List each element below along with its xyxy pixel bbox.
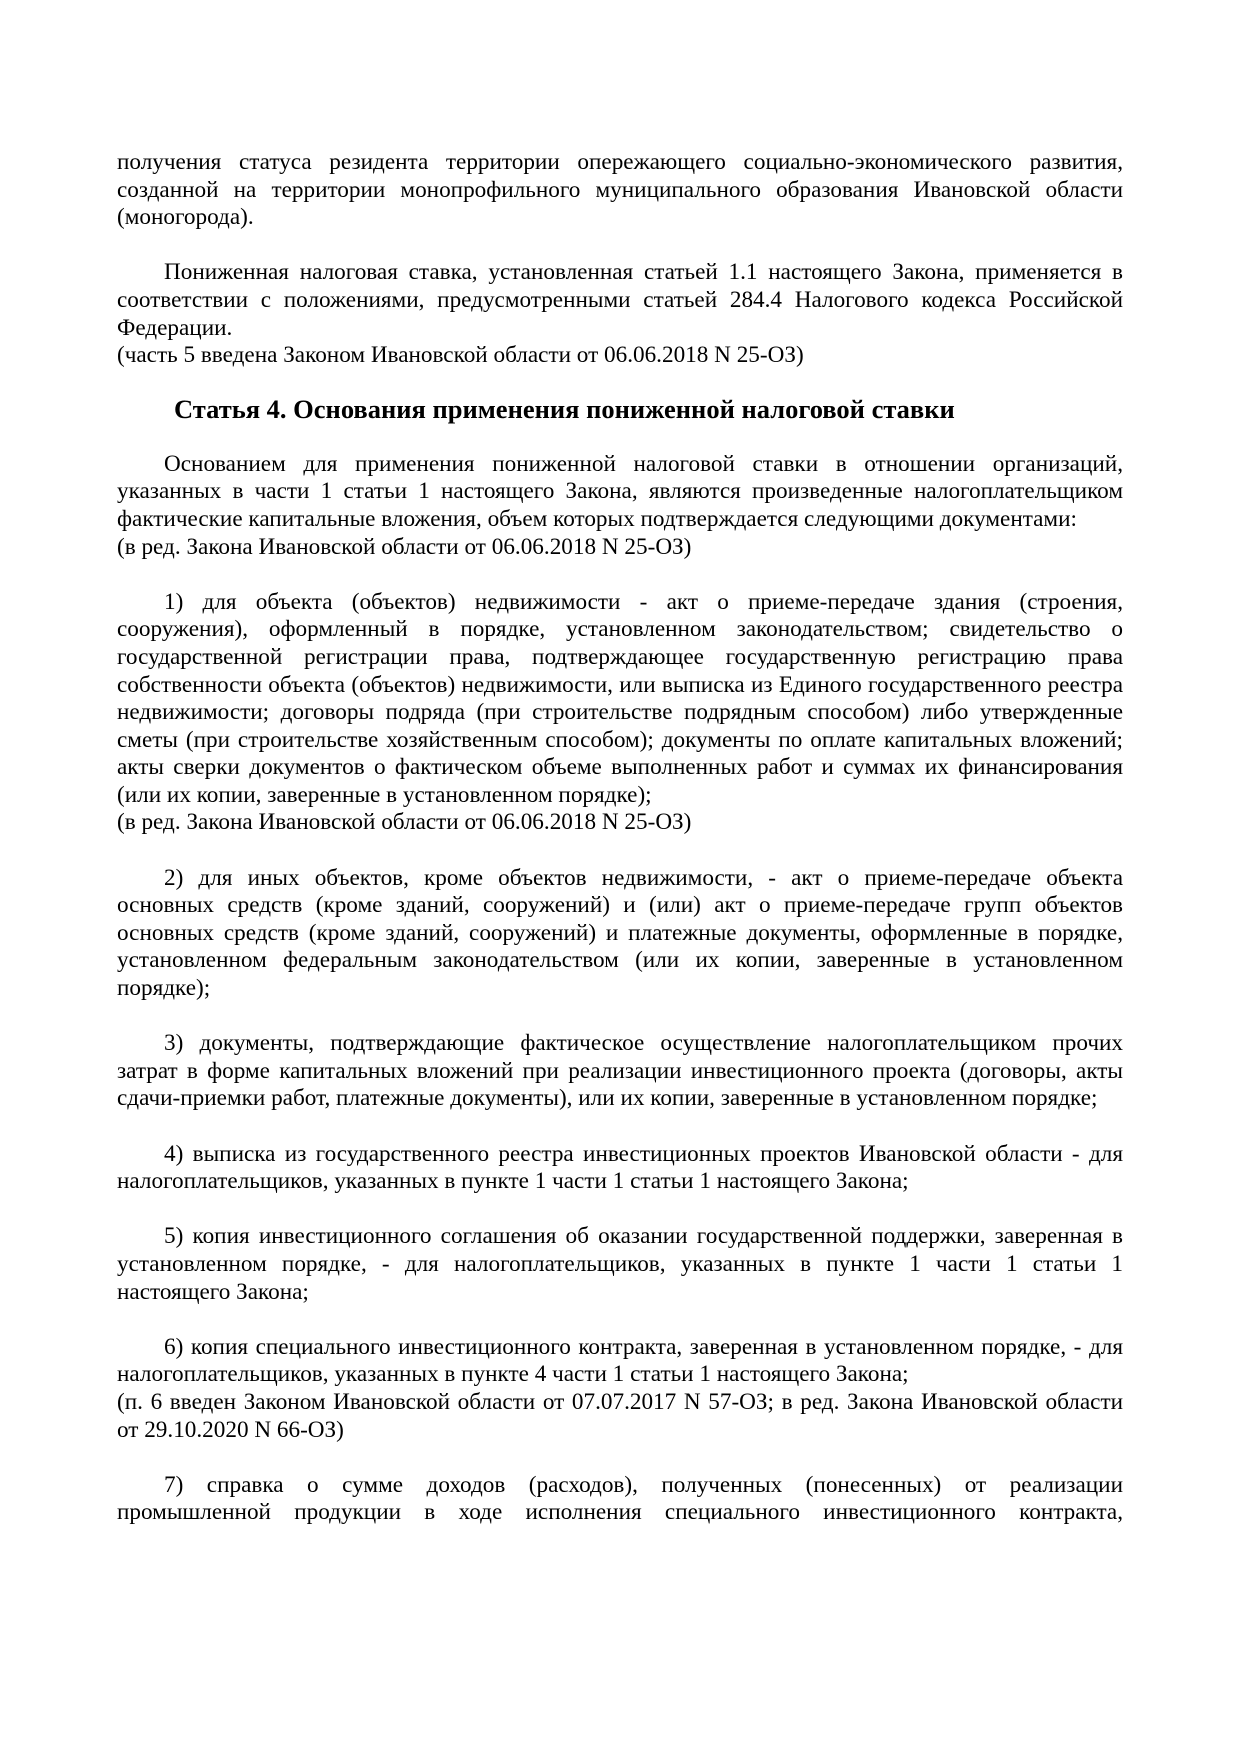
list-item-1: 1) для объекта (объектов) недвижимости - акт о приеме-передаче здания (строения, сооружения), оформленный в порядке, установленном законодательством; свидетельство о государственной регистрации права, подтверждающее государственную регистрацию права собственности объекта (объектов) недвижимости, или выписка из Единого государственного реестра недвижимости; договоры подряда (при строительстве подрядным способом) либо утвержденные сметы (при строительстве хозяйственным способом); документы по оплате капитальных вложений; акты сверки документов о фактическом объеме выполненных работ и суммах их финансирования (или их копии, заверенные в установленном порядке); xyxy=(117,588,1123,808)
list-item-7: 7) справка о сумме доходов (расходов), полученных (понесенных) от реализации промышленной продукции в ходе исполнения специального инвестиционного контракта, xyxy=(117,1471,1123,1526)
document-page xyxy=(117,149,1123,1527)
list-item-4: 4) выписка из государственного реестра инвестиционных проектов Ивановской области - для налогоплательщиков, указанных в пункте 1 части 1 статьи 1 настоящего Закона; xyxy=(117,1140,1123,1195)
article-4-title: Статья 4. Основания применения пониженной налоговой ставки xyxy=(174,393,955,424)
amendment-note: (в ред. Закона Ивановской области от 06.06.2018 N 25-ОЗ) xyxy=(117,809,692,836)
list-item-5: 5) копия инвестиционного соглашения об оказании государственной поддержки, заверенная в установленном порядке, - для налогоплательщиков, указанных в пункте 1 части 1 статьи 1 настоящего Закона; xyxy=(117,1223,1123,1305)
amendment-note: (п. 6 введен Законом Ивановской области от 07.07.2017 N 57-ОЗ; в ред. Закона Ивановской области от 29.10.2020 N 66-ОЗ) xyxy=(117,1388,1123,1443)
list-item-3: 3) документы, подтверждающие фактическое осуществление налогоплательщиком прочих затрат в форме капитальных вложений при реализации инвестиционного проекта (договоры, акты сдачи-приемки работ, платежные документы), или их копии, заверенные в установленном порядке; xyxy=(117,1030,1123,1112)
amendment-note: (в ред. Закона Ивановской области от 06.06.2018 N 25-ОЗ) xyxy=(117,533,692,560)
list-item-2: 2) для иных объектов, кроме объектов недвижимости, - акт о приеме-передаче объекта основных средств (кроме зданий, сооружений) и (или) акт о приеме-передаче групп объектов основных средств (кроме зданий, сооружений) и платежные документы, оформленные в порядке, установленном федеральным законодательством (или их копии, заверенные в установленном порядке); xyxy=(117,864,1123,1002)
article-4-intro: Основанием для применения пониженной налоговой ставки в отношении организаций, указанных в части 1 статьи 1 настоящего Закона, являются произведенные налогоплательщиком фактические капитальные вложения, объем которых подтверждается следующими документами: xyxy=(117,450,1123,532)
intro-paragraph: получения статуса резидента территории опережающего социально-экономического развития, созданной на территории монопрофильного муниципального образования Ивановской области (моногорода). xyxy=(117,149,1123,231)
list-item-6: 6) копия специального инвестиционного контракта, заверенная в установленном порядке, - для налогоплательщиков, указанных в пункте 4 части 1 статьи 1 настоящего Закона; xyxy=(117,1333,1123,1388)
reduced-rate-paragraph: Пониженная налоговая ставка, установленная статьей 1.1 настоящего Закона, применяется в соответствии с положениями, предусмотренными статьей 284.4 Налогового кодекса Российской Федерации. xyxy=(117,259,1123,341)
amendment-note: (часть 5 введена Законом Ивановской области от 06.06.2018 N 25-ОЗ) xyxy=(117,342,804,369)
